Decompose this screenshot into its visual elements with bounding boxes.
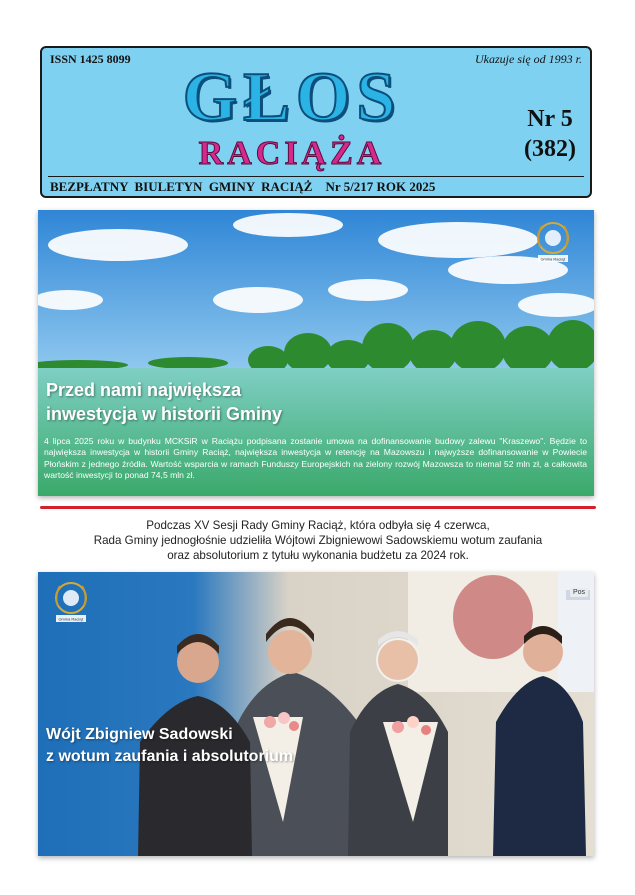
gmina-emblem-icon bbox=[530, 218, 576, 264]
screen-label: Pos bbox=[570, 588, 588, 597]
masthead bbox=[40, 46, 592, 198]
issue-number-block bbox=[520, 104, 580, 164]
officials-group-photo bbox=[38, 572, 594, 856]
issue-total: (382) bbox=[524, 136, 576, 162]
second-article-card[interactable] bbox=[38, 572, 594, 856]
announcement-line1: Podczas XV Sesji Rady Gminy Raciąż, która odbyła się 4 czerwca, bbox=[146, 519, 490, 532]
issn-number: ISSN 1425 8099 bbox=[50, 52, 131, 66]
second-headline-line1: Wójt Zbigniew Sadowski bbox=[46, 726, 233, 743]
red-divider bbox=[40, 506, 596, 509]
newspaper-title: GŁOS bbox=[182, 59, 402, 136]
masthead-divider bbox=[48, 176, 584, 177]
announcement-line3: oraz absolutorium z tytułu wykonania budżetu za 2024 rok. bbox=[167, 549, 469, 562]
session-announcement bbox=[40, 518, 596, 563]
gmina-emblem-icon bbox=[48, 578, 94, 624]
lead-article-card[interactable] bbox=[38, 210, 594, 496]
published-since: Ukazuje się od 1993 r. bbox=[475, 52, 582, 66]
lead-article-body: 4 lipca 2025 roku w budynku MCKSiR w Raciążu podpisana zostanie umowa na dofinansowanie budowy zalewu "Kraszewo". Będzie to największa inwestycja w historii Gminy Raciąż, największa inwestycja w retencję na Mazowszu i najwyższe dofinansowanie w Powiecie Płońskim z jednego źródła. Wartość wsparcia w ramach Funduszy Europejskich na zielony rozwój Mazowsza to niemal 52 mln zł, a całkowita wartość inwestycji to ponad 74,5 mln zł. bbox=[44, 436, 587, 481]
emblem-label: Gmina Raciąż bbox=[58, 616, 84, 622]
lead-headline[interactable] bbox=[46, 378, 376, 426]
newspaper-subtitle: RACIĄŻA bbox=[198, 135, 386, 172]
issue-number: Nr 5 bbox=[527, 106, 573, 132]
second-headline-line2: z wotum zaufania i absolutorium bbox=[46, 748, 294, 765]
emblem-label: Gmina Raciąż bbox=[540, 256, 566, 262]
lead-headline-line1: Przed nami największa bbox=[46, 380, 242, 400]
bulletin-line: BEZPŁATNY BIULETYN GMINY RACIĄŻ Nr 5/217 ROK 2025 bbox=[50, 179, 436, 194]
announcement-line2: Rada Gminy jednogłośnie udzieliła Wójtowi Zbigniewowi Sadowskiemu wotum zaufania bbox=[93, 534, 543, 547]
lead-headline-line2: inwestycja w historii Gminy bbox=[46, 404, 283, 424]
second-headline[interactable] bbox=[46, 724, 376, 768]
